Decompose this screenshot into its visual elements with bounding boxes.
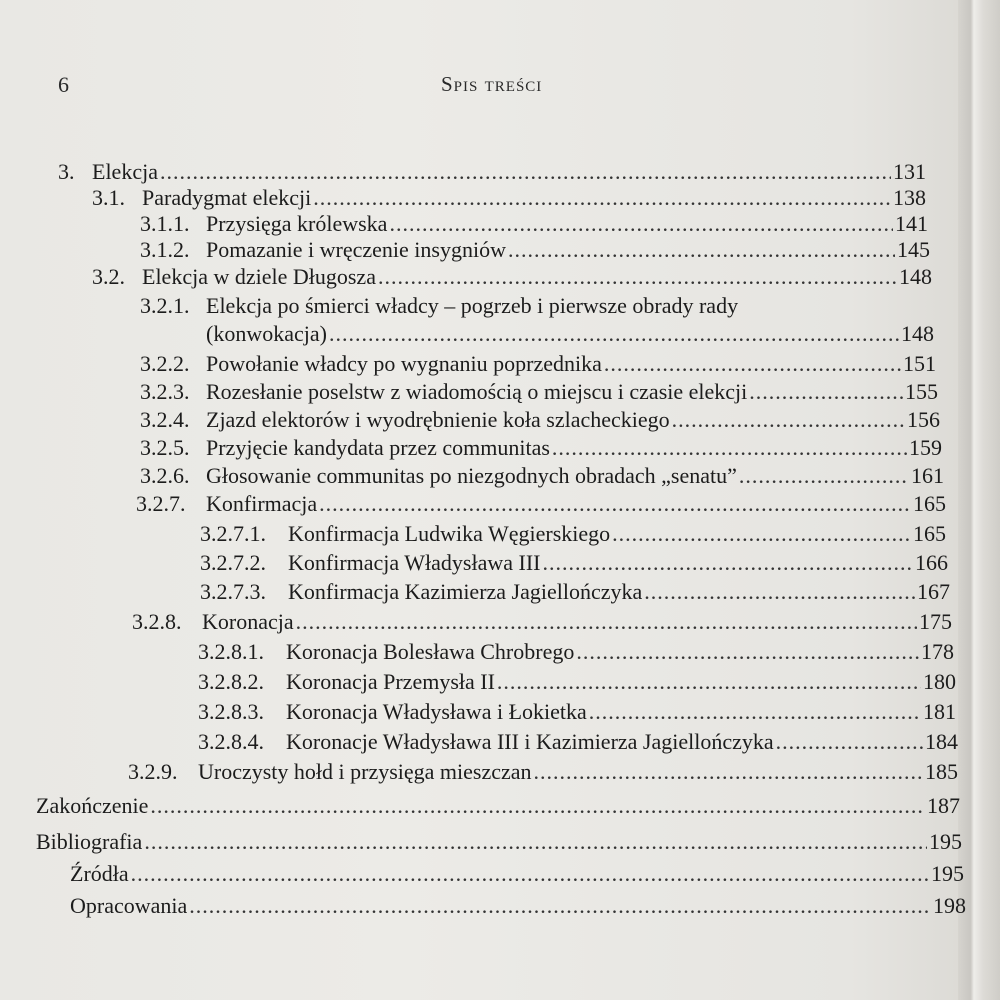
dot-leader bbox=[644, 578, 915, 605]
toc-entry-title: Konfirmacja Ludwika Węgierskiego bbox=[288, 521, 611, 546]
toc-entry-page: 180 bbox=[923, 669, 956, 694]
toc-entry-page: 181 bbox=[923, 699, 956, 724]
toc-entry-number: 3.2.5. bbox=[140, 435, 190, 460]
toc-entry bbox=[140, 462, 944, 489]
toc-entry-title: Zakończenie bbox=[36, 793, 149, 818]
dot-leader bbox=[672, 406, 905, 433]
toc-entry-title: Elekcja w dziele Długosza bbox=[142, 264, 376, 289]
toc-entry-title: Uroczysty hołd i przysięga mieszczan bbox=[198, 759, 532, 784]
toc-entry-number: 3.2. bbox=[92, 264, 125, 289]
toc-entry-page: 148 bbox=[899, 264, 932, 289]
dot-leader bbox=[497, 668, 921, 695]
toc-entry bbox=[70, 892, 966, 919]
toc-entry-page: 165 bbox=[913, 521, 946, 546]
toc-entry-page: 195 bbox=[929, 829, 962, 854]
dot-leader bbox=[542, 549, 913, 576]
dot-leader bbox=[378, 263, 897, 290]
toc-entry-title: Pomazanie i wręczenie insygniów bbox=[206, 237, 506, 262]
dot-leader bbox=[313, 184, 891, 211]
dot-leader bbox=[739, 462, 909, 489]
toc-entry-title: Konfirmacja Kazimierza Jagiellończyka bbox=[288, 579, 643, 604]
toc-entry bbox=[70, 860, 964, 887]
toc-entry-number: 3.2.1. bbox=[140, 293, 190, 318]
dot-leader bbox=[534, 758, 923, 785]
toc-entry bbox=[58, 158, 926, 185]
toc-entry-page: 178 bbox=[921, 639, 954, 664]
dot-leader bbox=[329, 320, 899, 347]
toc-entry-page: 195 bbox=[931, 861, 964, 886]
toc-entry-title: Rozesłanie poselstw z wiadomością o miejscu i czasie elekcji bbox=[206, 379, 748, 404]
toc-entry-title: Elekcja bbox=[92, 159, 158, 184]
toc-entry-title: Koronacja Bolesława Chrobrego bbox=[286, 639, 575, 664]
toc-entry bbox=[136, 490, 946, 517]
toc-entry-title: Opracowania bbox=[70, 893, 188, 918]
toc-entry bbox=[200, 578, 950, 605]
page-number: 6 bbox=[58, 72, 69, 97]
toc-entry-page: 151 bbox=[903, 351, 936, 376]
toc-entry-title: Koronacja Przemysła II bbox=[286, 669, 495, 694]
toc-entry-title: Głosowanie communitas po niezgodnych obradach „senatu” bbox=[206, 463, 737, 488]
toc-entry bbox=[140, 210, 928, 237]
toc-entry-number: 3.2.8.2. bbox=[198, 669, 264, 694]
dot-leader bbox=[576, 638, 919, 665]
toc-entry bbox=[132, 608, 952, 635]
toc-entry-number: 3.2.7. bbox=[136, 491, 186, 516]
dot-leader bbox=[296, 608, 917, 635]
toc-entry-page: 155 bbox=[905, 379, 938, 404]
toc-entry-number: 3.1.1. bbox=[140, 211, 190, 236]
toc-entry bbox=[140, 378, 938, 405]
dot-leader bbox=[776, 728, 923, 755]
toc-entry-page: 148 bbox=[901, 321, 934, 346]
toc-entry-number: 3.2.2. bbox=[140, 351, 190, 376]
toc-entry bbox=[200, 549, 948, 576]
running-title: Spis treści bbox=[441, 72, 543, 96]
toc-entry-page: 159 bbox=[909, 435, 942, 460]
toc-entry-title: Paradygmat elekcji bbox=[142, 185, 312, 210]
toc-entry-title: Koronacja bbox=[202, 609, 294, 634]
dot-leader bbox=[508, 236, 895, 263]
toc-entry-page: 161 bbox=[911, 463, 944, 488]
toc-entry bbox=[200, 520, 946, 547]
toc-entry-continuation bbox=[206, 320, 934, 347]
toc-entry bbox=[140, 350, 936, 377]
toc-entry-title-continuation: (konwokacja) bbox=[206, 321, 327, 346]
toc-entry bbox=[92, 263, 932, 290]
toc-entry-number: 3.2.7.1. bbox=[200, 521, 266, 546]
dot-leader bbox=[612, 520, 911, 547]
toc-entry bbox=[36, 792, 960, 819]
toc-entry bbox=[92, 184, 926, 211]
toc-entry-title: Powołanie władcy po wygnaniu poprzednika bbox=[206, 351, 602, 376]
dot-leader bbox=[749, 378, 903, 405]
toc-entry bbox=[140, 434, 942, 461]
toc-entry-title: Źródła bbox=[70, 861, 129, 886]
dot-leader bbox=[389, 210, 893, 237]
toc-entry-number: 3.2.8. bbox=[132, 609, 182, 634]
dot-leader bbox=[144, 828, 927, 855]
toc-entry-number: 3.2.7.3. bbox=[200, 579, 266, 604]
toc-entry-title: Konfirmacja Władysława III bbox=[288, 550, 541, 575]
toc-entry bbox=[198, 668, 956, 695]
toc-entry-number: 3.2.8.3. bbox=[198, 699, 264, 724]
dot-leader bbox=[589, 698, 921, 725]
toc-entry bbox=[140, 292, 738, 319]
toc-entry-title: Bibliografia bbox=[36, 829, 143, 854]
toc-entry-page: 175 bbox=[919, 609, 952, 634]
toc-entry bbox=[198, 698, 956, 725]
toc-entry-page: 198 bbox=[933, 893, 966, 918]
dot-leader bbox=[319, 490, 911, 517]
toc-entry-number: 3. bbox=[58, 159, 75, 184]
dot-leader bbox=[552, 434, 907, 461]
toc-entry-page: 145 bbox=[897, 237, 930, 262]
toc-entry-page: 165 bbox=[913, 491, 946, 516]
dot-leader bbox=[131, 860, 929, 887]
dot-leader bbox=[189, 892, 931, 919]
dot-leader bbox=[604, 350, 901, 377]
toc-entry-number: 3.2.4. bbox=[140, 407, 190, 432]
toc-entry-number: 3.2.8.4. bbox=[198, 729, 264, 754]
dot-leader bbox=[160, 158, 891, 185]
toc-entry bbox=[36, 828, 962, 855]
dot-leader bbox=[150, 792, 925, 819]
toc-entry-number: 3.2.6. bbox=[140, 463, 190, 488]
toc-entry bbox=[128, 758, 958, 785]
toc-entry-title: Elekcja po śmierci władcy – pogrzeb i pierwsze obrady rady bbox=[206, 293, 739, 318]
toc-entry-title: Zjazd elektorów i wyodrębnienie koła szlacheckiego bbox=[206, 407, 670, 432]
toc-entry-page: 167 bbox=[917, 579, 950, 604]
toc-entry-page: 166 bbox=[915, 550, 948, 575]
toc-entry-number: 3.1.2. bbox=[140, 237, 190, 262]
toc-entry-number: 3.2.8.1. bbox=[198, 639, 264, 664]
toc-entry-number: 3.2.9. bbox=[128, 759, 178, 784]
toc-entry bbox=[198, 728, 958, 755]
toc-entry bbox=[140, 236, 930, 263]
toc-entry-title: Koronacje Władysława III i Kazimierza Jagiellończyka bbox=[286, 729, 774, 754]
toc-entry-page: 187 bbox=[927, 793, 960, 818]
toc-entry-page: 141 bbox=[895, 211, 928, 236]
toc-entry bbox=[198, 638, 954, 665]
toc-entry-number: 3.2.7.2. bbox=[200, 550, 266, 575]
toc-entry-title: Przysięga królewska bbox=[206, 211, 388, 236]
toc-entry bbox=[140, 406, 940, 433]
toc-entry-number: 3.1. bbox=[92, 185, 125, 210]
toc-entry-number: 3.2.3. bbox=[140, 379, 190, 404]
toc-entry-page: 184 bbox=[925, 729, 958, 754]
toc-entry-page: 156 bbox=[907, 407, 940, 432]
toc-entry-title: Przyjęcie kandydata przez communitas bbox=[206, 435, 550, 460]
toc-entry-title: Konfirmacja bbox=[206, 491, 318, 516]
toc-entry-page: 138 bbox=[893, 185, 926, 210]
toc-entry-page: 185 bbox=[925, 759, 958, 784]
toc-entry-page: 131 bbox=[893, 159, 926, 184]
toc-entry-title: Koronacja Władysława i Łokietka bbox=[286, 699, 587, 724]
